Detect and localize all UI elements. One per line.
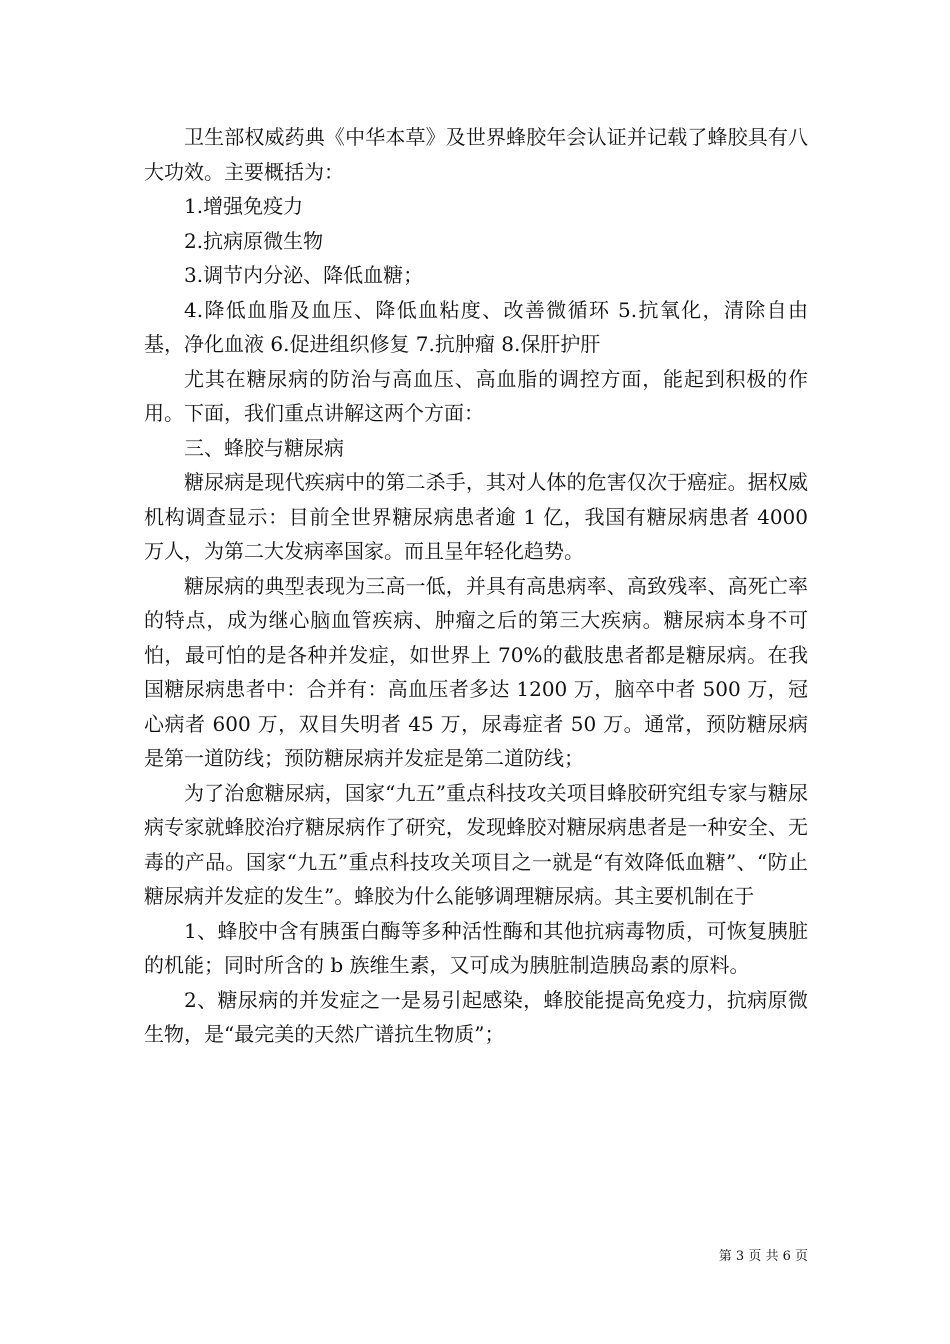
page-number: 第 3 页 共 6 页 [718, 1249, 808, 1264]
paragraph-intro: 卫生部权威药典《中华本草》及世界蜂胶年会认证并记载了蜂胶具有八大功效。主要概括为： [144, 125, 808, 184]
mechanism-item-2: 2、糖尿病的并发症之一是易引起感染，蜂胶能提高免疫力，抗病原微生物，是“最完美的天然广谱抗生物质”； [144, 987, 808, 1046]
paragraph-research: 为了治愈糖尿病，国家“九五”重点科技攻关项目蜂胶研究组专家与糖尿病专家就蜂胶治疗糖尿病作了研究，发现蜂胶对糖尿病患者是一种安全、无毒的产品。国家“九五”重点科技攻关项目之一就是“有效降低血糖”、“防止糖尿病并发症的发生”。蜂胶为什么能够调理糖尿病。其主要机制在于 [144, 780, 808, 908]
list-item-4-8: 4.降低血脂及血压、降低血粘度、改善微循环 5.抗氧化，清除自由基，净化血液 6.促进组织修复 7.抗肿瘤 8.保肝护肝 [144, 297, 808, 356]
list-item-2: 2.抗病原微生物 [184, 228, 324, 253]
mechanism-item-1: 1、蜂胶中含有胰蛋白酶等多种活性酶和其他抗病毒物质，可恢复胰脏的机能；同时所含的 b 族维生素，又可成为胰脏制造胰岛素的原料。 [144, 918, 808, 977]
list-item-1: 1.增强免疫力 [184, 194, 304, 218]
document-body [144, 120, 808, 1052]
section-heading: 三、蜂胶与糖尿病 [184, 435, 344, 460]
paragraph-diabetes-killer: 糖尿病是现代疾病中的第二杀手，其对人体的危害仅次于癌症。据权威机构调查显示：目前全世界糖尿病患者逾 1 亿，我国有糖尿病患者 4000 万人，为第二大发病率国家。而且呈年轻化趋势。 [144, 470, 808, 563]
paragraph-focus: 尤其在糖尿病的防治与高血压、高血脂的调控方面，能起到积极的作用。下面，我们重点讲解这两个方面： [144, 366, 808, 425]
list-item-3: 3.调节内分泌、降低血糖； [184, 263, 424, 287]
paragraph-diabetes-symptoms: 糖尿病的典型表现为三高一低，并具有高患病率、高致残率、高死亡率的特点，成为继心脑血管疾病、肿瘤之后的第三大疾病。糖尿病本身不可怕，最可怕的是各种并发症，如世界上 70%的截肢患者都是糖尿病。在我国糖尿病患者中：合并有：高血压者多达 1200 万，脑卒中者 500 万，冠心病者 600 万，双目失明者 45 万，尿毒症者 50 万。通常，预防糖尿病是第一道防线；预防糖尿病并发症是第二道防线； [144, 573, 808, 770]
